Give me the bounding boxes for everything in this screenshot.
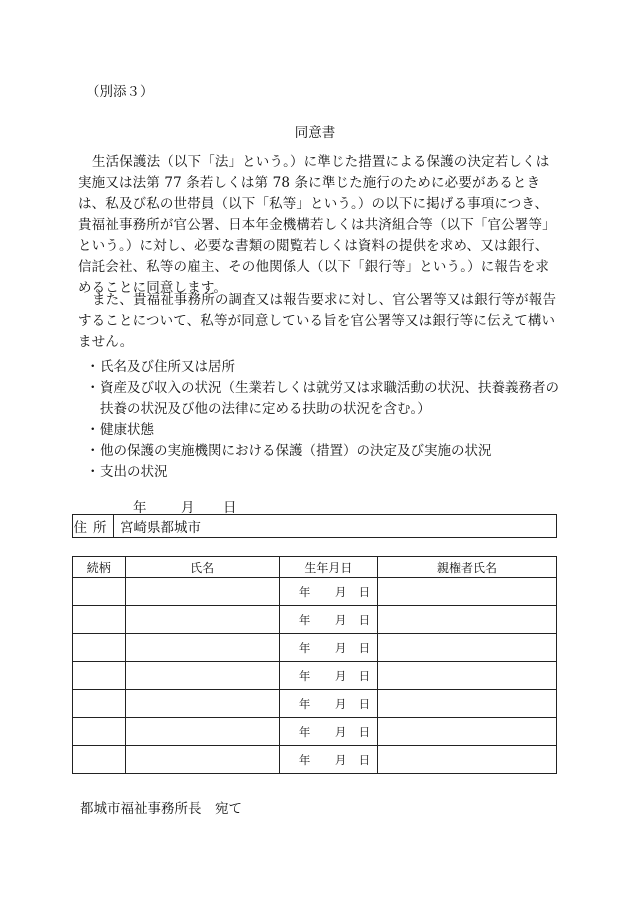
table-row <box>73 690 557 718</box>
dob-day-mark: 日 <box>358 752 371 767</box>
dob-month-mark: 月 <box>334 668 347 683</box>
recipient-line: 都城市福祉事務所長 宛て <box>80 801 242 817</box>
bullet-mark: ・ <box>86 422 100 438</box>
dob-year-mark: 年 <box>298 640 311 655</box>
bullet-mark: ・ <box>86 380 100 396</box>
dob-day-mark: 日 <box>358 724 371 739</box>
consent-paragraph-1: 生活保護法（以下「法」という。）に準じた措置による保護の決定若しくは実施又は法第 77 条若しくは第 78 条に準じた施行のために必要があるときは、私及び私の世帯員（以下「私等」という。）の以下に掲げる事項につき、貴福祉事務所が官公署、日本年金機構若しくは共済組合等（以下「官公署等」という。）に対し、必要な書類の閲覧若しくは資料の提供を求め、又は銀行、信託会社、私等の雇主、その他関係人（以下「銀行等」という。）に報告を求めることに同意します。 <box>78 154 556 296</box>
name-cell[interactable] <box>125 690 279 718</box>
dob-year-mark: 年 <box>298 752 311 767</box>
name-cell[interactable] <box>125 634 279 662</box>
dob-year-mark: 年 <box>298 612 311 627</box>
dob-month-mark: 月 <box>334 752 347 767</box>
dob-cell[interactable] <box>279 634 377 662</box>
list-item <box>86 420 566 441</box>
address-table <box>72 514 557 538</box>
dob-year-mark: 年 <box>298 668 311 683</box>
name-cell[interactable] <box>125 578 279 606</box>
name-cell[interactable] <box>125 746 279 774</box>
header-guardian: 親権者氏名 <box>378 557 557 578</box>
dob-cell[interactable] <box>279 662 377 690</box>
table-row <box>73 578 557 606</box>
name-cell[interactable] <box>125 718 279 746</box>
dob-day-mark: 日 <box>358 612 371 627</box>
annex-label: （別添３） <box>86 84 154 100</box>
item-text: 氏名及び住所又は居所 <box>100 359 235 375</box>
table-row <box>73 746 557 774</box>
header-relation: 続柄 <box>73 557 126 578</box>
item-text: 健康状態 <box>100 422 154 438</box>
item-text: 資産及び収入の状況（生業若しくは就労又は求職活動の状況、扶養義務者の扶養の状況及び他の法律に定める扶助の状況を含む。） <box>100 380 559 417</box>
table-row <box>73 718 557 746</box>
dob-month-mark: 月 <box>334 696 347 711</box>
relation-cell[interactable] <box>73 634 126 662</box>
list-item <box>86 441 566 462</box>
relation-cell[interactable] <box>73 746 126 774</box>
document-title: 同意書 <box>294 125 336 141</box>
date-month-mark: 月 <box>181 500 195 516</box>
dob-month-mark: 月 <box>334 640 347 655</box>
address-label: 住所 <box>73 515 114 538</box>
dob-day-mark: 日 <box>358 584 371 599</box>
relation-cell[interactable] <box>73 690 126 718</box>
list-item <box>86 357 566 378</box>
dob-month-mark: 月 <box>334 724 347 739</box>
dob-year-mark: 年 <box>298 724 311 739</box>
dob-month-mark: 月 <box>334 584 347 599</box>
name-cell[interactable] <box>125 606 279 634</box>
name-cell[interactable] <box>125 662 279 690</box>
guardian-cell[interactable] <box>378 634 557 662</box>
dob-cell[interactable] <box>279 718 377 746</box>
list-item <box>86 378 566 420</box>
dob-cell[interactable] <box>279 746 377 774</box>
item-text: 他の保護の実施機関における保護（措置）の決定及び実施の状況 <box>100 443 492 459</box>
consent-paragraph-2: また、貴福祉事務所の調査又は報告要求に対し、官公署等又は銀行等が報告することについて、私等が同意している旨を官公署等又は銀行等に伝えて構いません。 <box>78 292 557 350</box>
dob-day-mark: 日 <box>358 696 371 711</box>
dob-day-mark: 日 <box>358 640 371 655</box>
bullet-mark: ・ <box>86 464 100 480</box>
relation-cell[interactable] <box>73 578 126 606</box>
guardian-cell[interactable] <box>378 690 557 718</box>
dob-cell[interactable] <box>279 606 377 634</box>
bullet-mark: ・ <box>86 443 100 459</box>
relation-cell[interactable] <box>73 662 126 690</box>
item-text: 支出の状況 <box>100 464 168 480</box>
household-members-table <box>72 556 557 774</box>
header-dob: 生年月日 <box>279 557 377 578</box>
dob-year-mark: 年 <box>298 696 311 711</box>
table-row <box>73 606 557 634</box>
guardian-cell[interactable] <box>378 606 557 634</box>
dob-cell[interactable] <box>279 690 377 718</box>
relation-cell[interactable] <box>73 718 126 746</box>
dob-year-mark: 年 <box>298 584 311 599</box>
date-line <box>133 496 237 516</box>
date-year-mark: 年 <box>133 500 147 516</box>
guardian-cell[interactable] <box>378 578 557 606</box>
relation-cell[interactable] <box>73 606 126 634</box>
list-item <box>86 462 566 483</box>
header-name: 氏名 <box>125 557 279 578</box>
address-field[interactable]: 宮崎県都城市 <box>114 515 557 538</box>
bullet-mark: ・ <box>86 359 100 375</box>
table-row <box>73 662 557 690</box>
date-day-mark: 日 <box>223 500 237 516</box>
dob-day-mark: 日 <box>358 668 371 683</box>
guardian-cell[interactable] <box>378 718 557 746</box>
guardian-cell[interactable] <box>378 746 557 774</box>
guardian-cell[interactable] <box>378 662 557 690</box>
consent-items-list <box>86 357 566 483</box>
table-row <box>73 634 557 662</box>
dob-month-mark: 月 <box>334 612 347 627</box>
dob-cell[interactable] <box>279 578 377 606</box>
